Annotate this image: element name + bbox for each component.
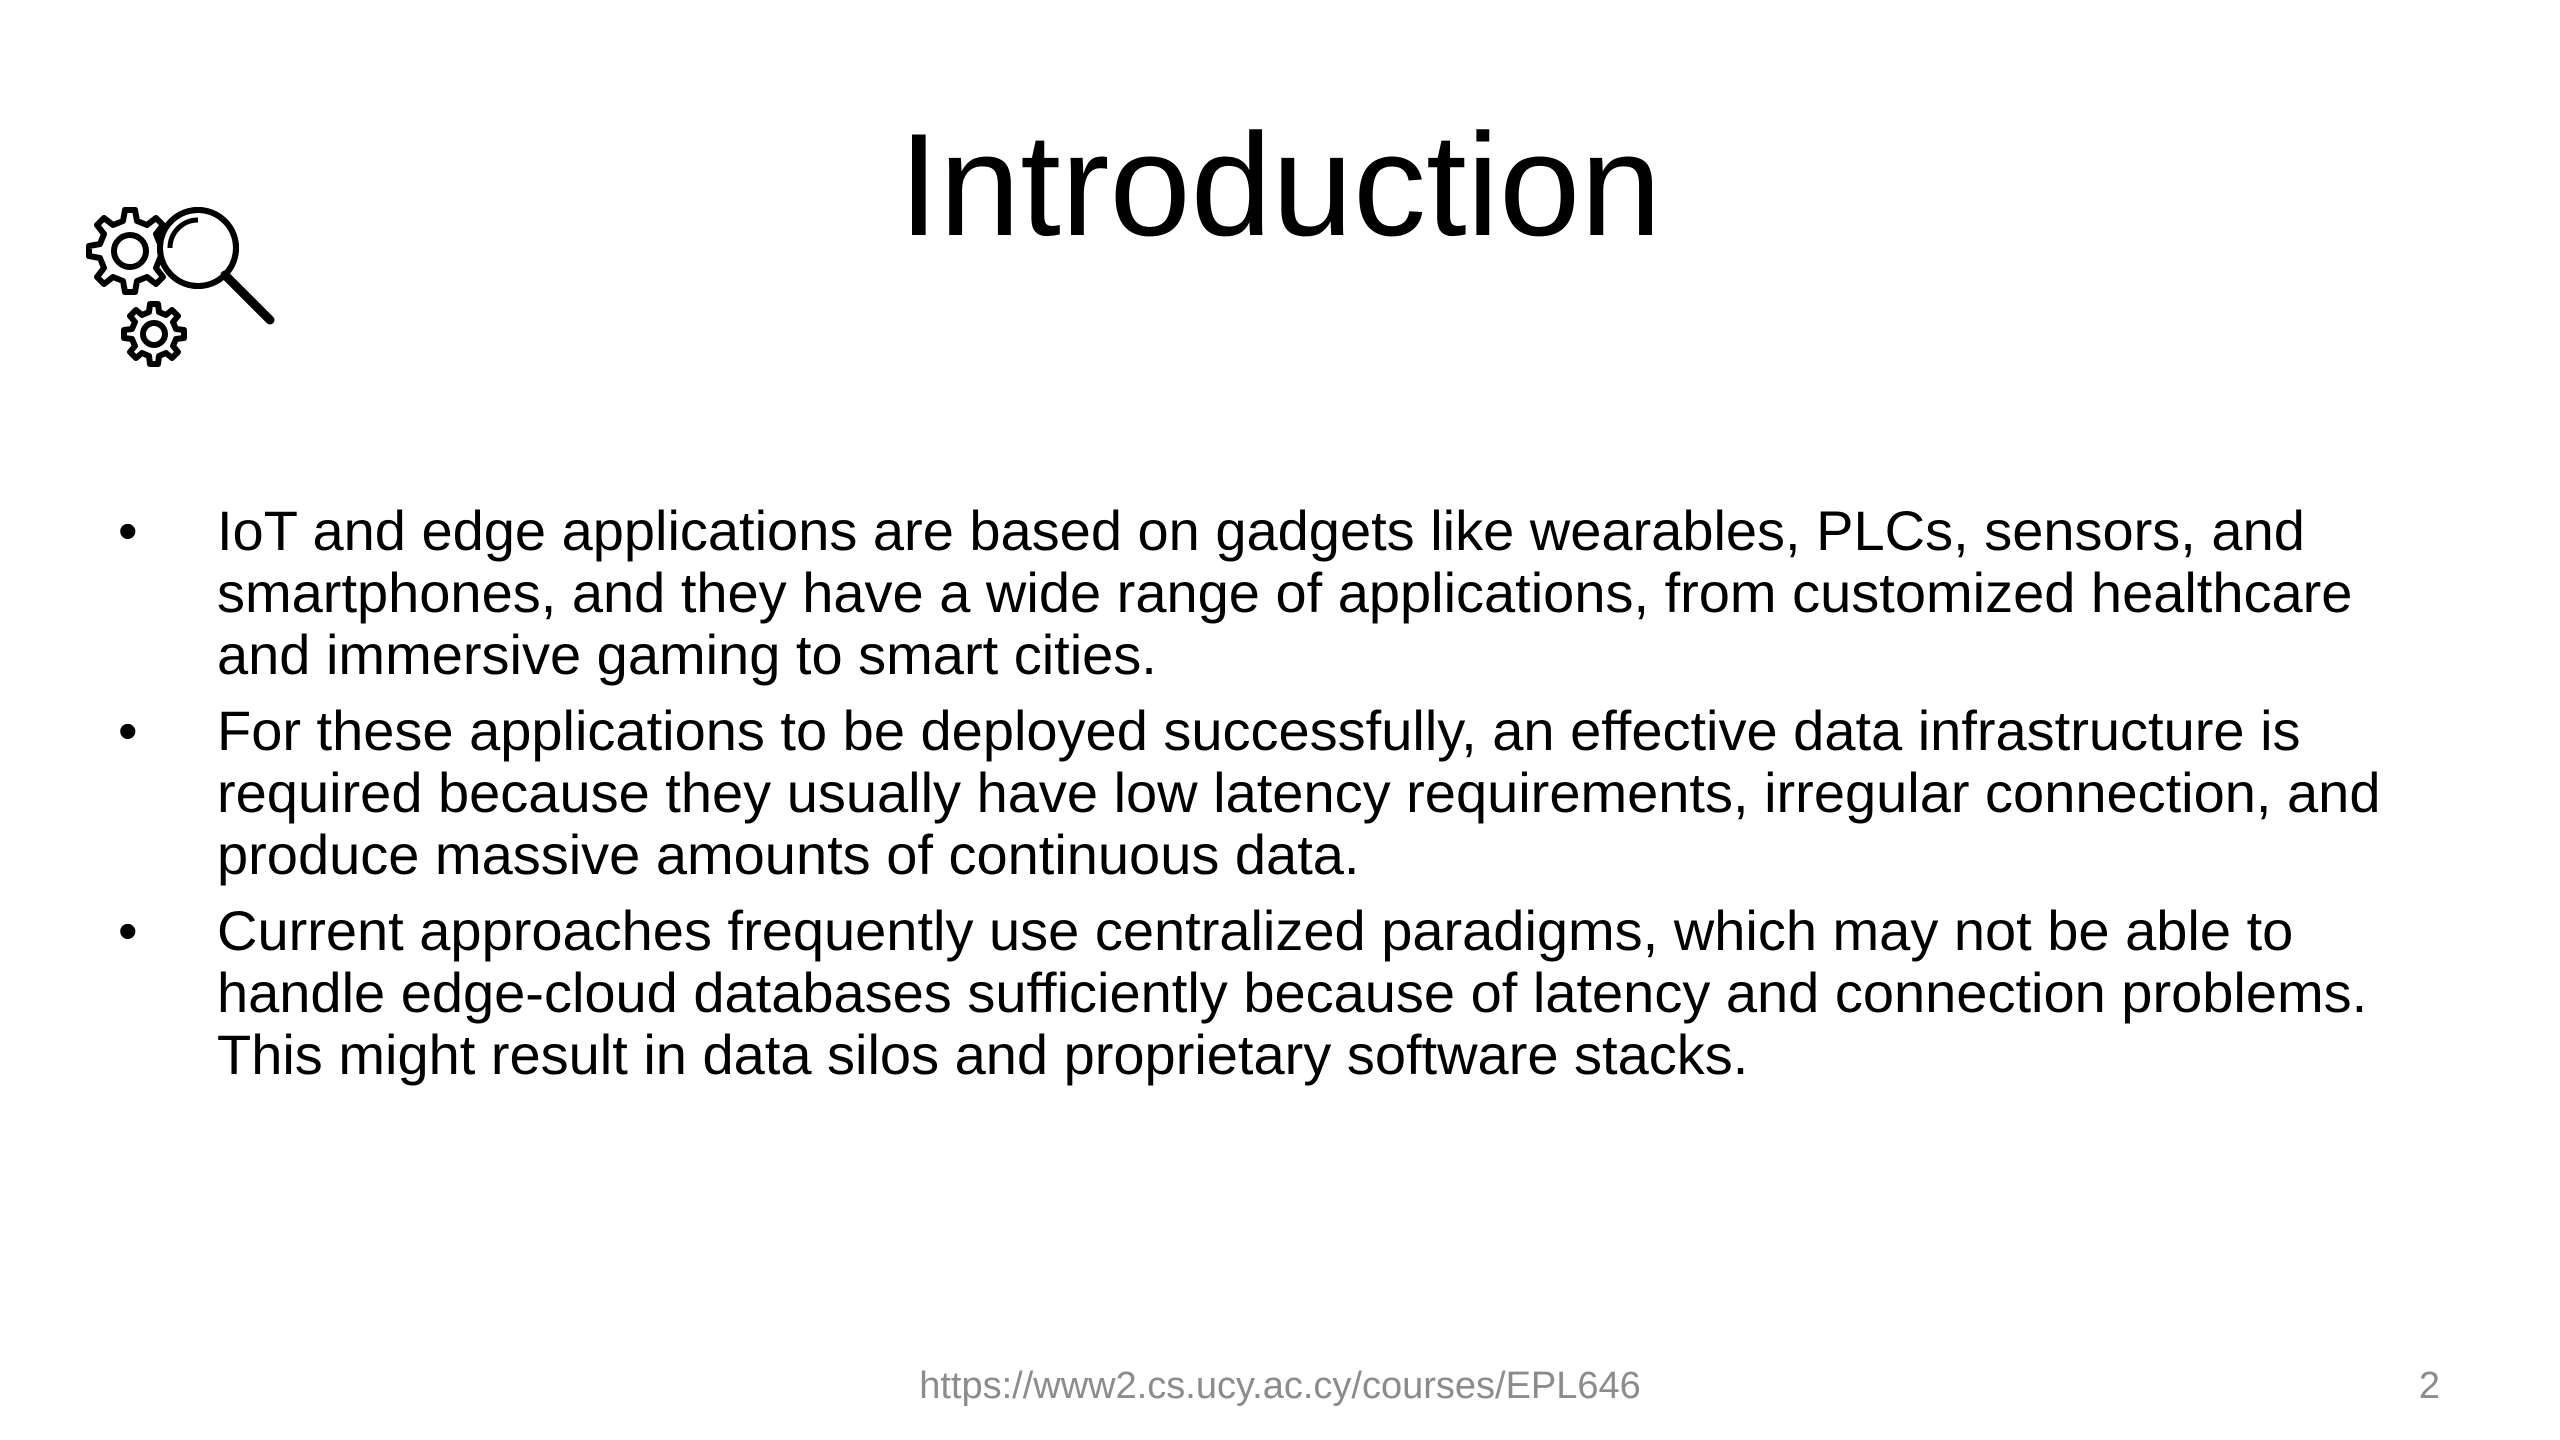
list-item [110,900,2460,1086]
footer-url: https://www2.cs.ucy.ac.cy/courses/EPL646 [919,1365,1641,1407]
bullet-marker: • [118,699,138,762]
list-item [110,700,2460,886]
gears-magnifier-icon [70,190,290,380]
bullet-text: IoT and edge applications are based on gadgets like wearables, PLCs, sensors, and smartphones, and they have a wide range of applications, from customized healthcare and immersive gaming to smart cities. [217,499,2353,686]
bullet-marker: • [118,899,138,962]
bullet-text: Current approaches frequently use centralized paradigms, which may not be able to handle edge-cloud databases sufficiently because of latency and connection problems. This might result in data silos and proprietary software stacks. [217,899,2368,1086]
bullet-list [110,500,2460,1100]
bullet-text: For these applications to be deployed successfully, an effective data infrastructure is required because they usually have low latency requirements, irregular connection, and produce massive amounts of continuous data. [217,699,2381,886]
bullet-marker: • [118,499,138,562]
page-number: 2 [2418,1365,2440,1407]
slide-title: Introduction [898,103,1662,266]
list-item [110,500,2460,686]
